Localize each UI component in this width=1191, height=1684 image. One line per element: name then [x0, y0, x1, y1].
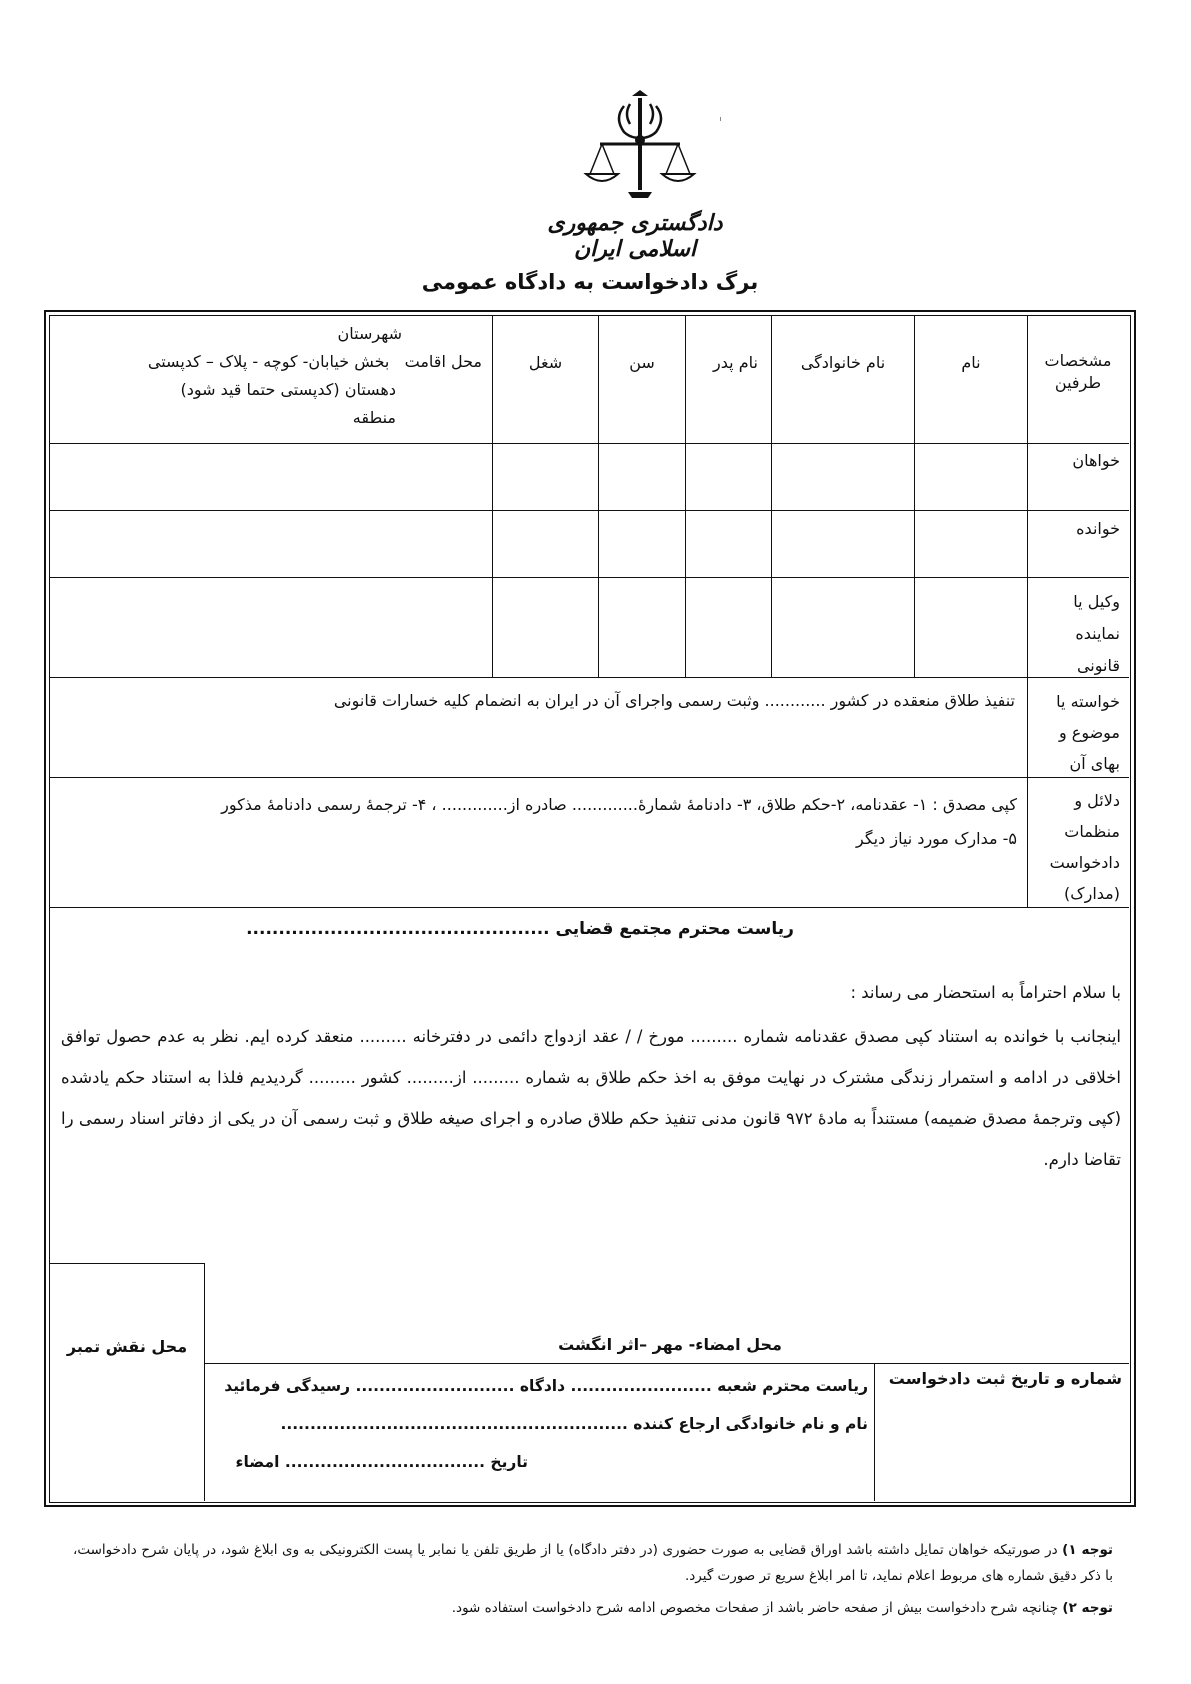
note-1-text: در صورتیکه خواهان تمایل داشته باشد اوراق قضایی به صورت حضوری (در دفتر دادگاه) یا از طریق تلفن یا نمابر یا پست الکترونیکی به وی ابلاغ شود، در پایان شرح دادخواست، با ذکر دقیق شماره های مربوط اعلام نماید، تا امر ابلاغ سریع تر صورت گیرد. — [73, 1542, 1113, 1584]
evidence-label-line: منظمات — [1064, 822, 1120, 841]
claim-text: تنفیذ طلاق منعقده در کشور ............ وثبت رسمی واجرای آن در ایران به انضمام کلیه خسارات قانونی — [333, 691, 1015, 710]
claim-label-line: بهای آن — [1069, 754, 1120, 773]
parties-header-cell — [1028, 350, 1128, 394]
residence-line — [50, 348, 482, 376]
divider — [49, 777, 1129, 778]
evidence-label-line: دلائل و — [1074, 791, 1120, 810]
row-label-line: قانونی — [1076, 656, 1120, 675]
col-age: سن — [629, 353, 655, 372]
address-line: منطقه — [352, 408, 396, 427]
evidence-label-line: دادخواست — [1049, 853, 1120, 872]
petition-addressee: ریاست محترم مجتمع قضایی ............................................... — [246, 919, 794, 939]
address-line: دهستان (کدپستی حتما قید شود) — [180, 380, 396, 399]
residence-label: محل اقامت — [404, 352, 482, 371]
col-residence — [50, 320, 482, 432]
col-family-name: نام خانوادگی — [800, 353, 886, 372]
divider — [49, 443, 1129, 444]
note-2-text: چنانچه شرح دادخواست بیش از صفحه حاضر باشد از صفحات مخصوص ادامه شرح دادخواست استفاده شود. — [451, 1600, 1063, 1616]
address-line: بخش خیابان- کوچه - پلاک – کدپستی — [147, 352, 390, 371]
parties-header-label: مشخصات طرفین — [1044, 351, 1112, 392]
petition-greeting: با سلام احتراماً به استحضار می رساند : — [850, 983, 1121, 1002]
evidence-label-line: (مدارک) — [1064, 884, 1120, 903]
note-1-label: توجه ۱) — [1062, 1542, 1114, 1558]
evidence-line: کپی مصدق : ۱- عقدنامه، ۲-حکم طلاق، ۳- دادنامهٔ شمارهٔ............. صادره از............. ، ۴- ترجمهٔ رسمی دادنامهٔ مذکور — [221, 795, 1017, 814]
signature-place-label: محل امضاء- مهر –اثر انگشت — [558, 1335, 782, 1354]
row-label-attorney — [1028, 586, 1120, 682]
crop-mark — [720, 117, 721, 121]
note-2-label: توجه ۲) — [1062, 1600, 1113, 1616]
referral-block — [210, 1367, 868, 1481]
form-title: برگ دادخواست به دادگاه عمومی — [421, 270, 759, 294]
claim-label-line: خواسته یا — [1056, 692, 1120, 711]
evidence-label — [1028, 785, 1120, 909]
divider — [49, 907, 1129, 908]
claim-label-line: موضوع و — [1058, 723, 1120, 742]
petition-body: اینجانب با خوانده به استناد کپی مصدق عقدنامه شماره ......... مورخ / / عقد ازدواج دائمی در دفترخانه ......... منعقد کرده ایم. نظر به عدم حصول توافق اخلاقی در ادامه و استمرار زندگی مشترک در نهایت موفق به اخذ حکم طلاق به شماره ......... از......... کشور ......... گردیدیم فلذا به استناد حکم یادشده (کپی وترجمهٔ مصدق ضمیمه) مستنداً به مادهٔ ۹۷۲ قانون مدنی تنفیذ حکم طلاق صادره و اجرای صیغه طلاق و ثبت رسمی آن در یکی از دفاتر اسناد رسمی را تقاضا دارم. — [61, 1027, 1122, 1169]
divider — [204, 1263, 205, 1501]
col-father-name: نام پدر — [713, 353, 758, 372]
registration-label: شماره و تاریخ ثبت دادخواست — [888, 1369, 1122, 1388]
referral-line: ریاست محترم شعبه ........................ دادگاه ........................... رسیدگی فرمائید — [224, 1377, 868, 1395]
organization-name: دادگستری جمهوری اسلامی ایران — [547, 210, 723, 262]
stamp-place-label: محل نقش تمبر — [66, 1337, 188, 1356]
row-label-line: نماینده — [1075, 624, 1120, 643]
col-name: نام — [961, 353, 981, 372]
row-label-plaintiff: خواهان — [1072, 451, 1120, 470]
note-1 — [73, 1537, 1113, 1589]
divider — [49, 577, 1129, 578]
evidence-text — [55, 788, 1017, 856]
col-occupation: شغل — [528, 353, 563, 372]
row-label-line: وکیل یا — [1073, 592, 1120, 611]
claim-label — [1028, 686, 1120, 779]
divider — [874, 1363, 875, 1501]
divider — [204, 1363, 1129, 1364]
divider — [49, 677, 1129, 678]
divider — [49, 1263, 204, 1264]
referral-line: تاریخ .................................. امضاء — [235, 1453, 528, 1471]
row-label-defendant: خوانده — [1076, 519, 1120, 538]
referral-line: نام و نام خانوادگی ارجاع کننده ........................................................... — [280, 1415, 868, 1433]
evidence-line: ۵- مدارک مورد نیاز دیگر — [856, 829, 1017, 848]
divider — [49, 510, 1129, 511]
address-line: شهرستان — [337, 324, 402, 343]
iran-judiciary-emblem-icon — [580, 88, 700, 208]
form-inner-border — [49, 315, 1131, 1503]
note-2 — [73, 1595, 1113, 1621]
